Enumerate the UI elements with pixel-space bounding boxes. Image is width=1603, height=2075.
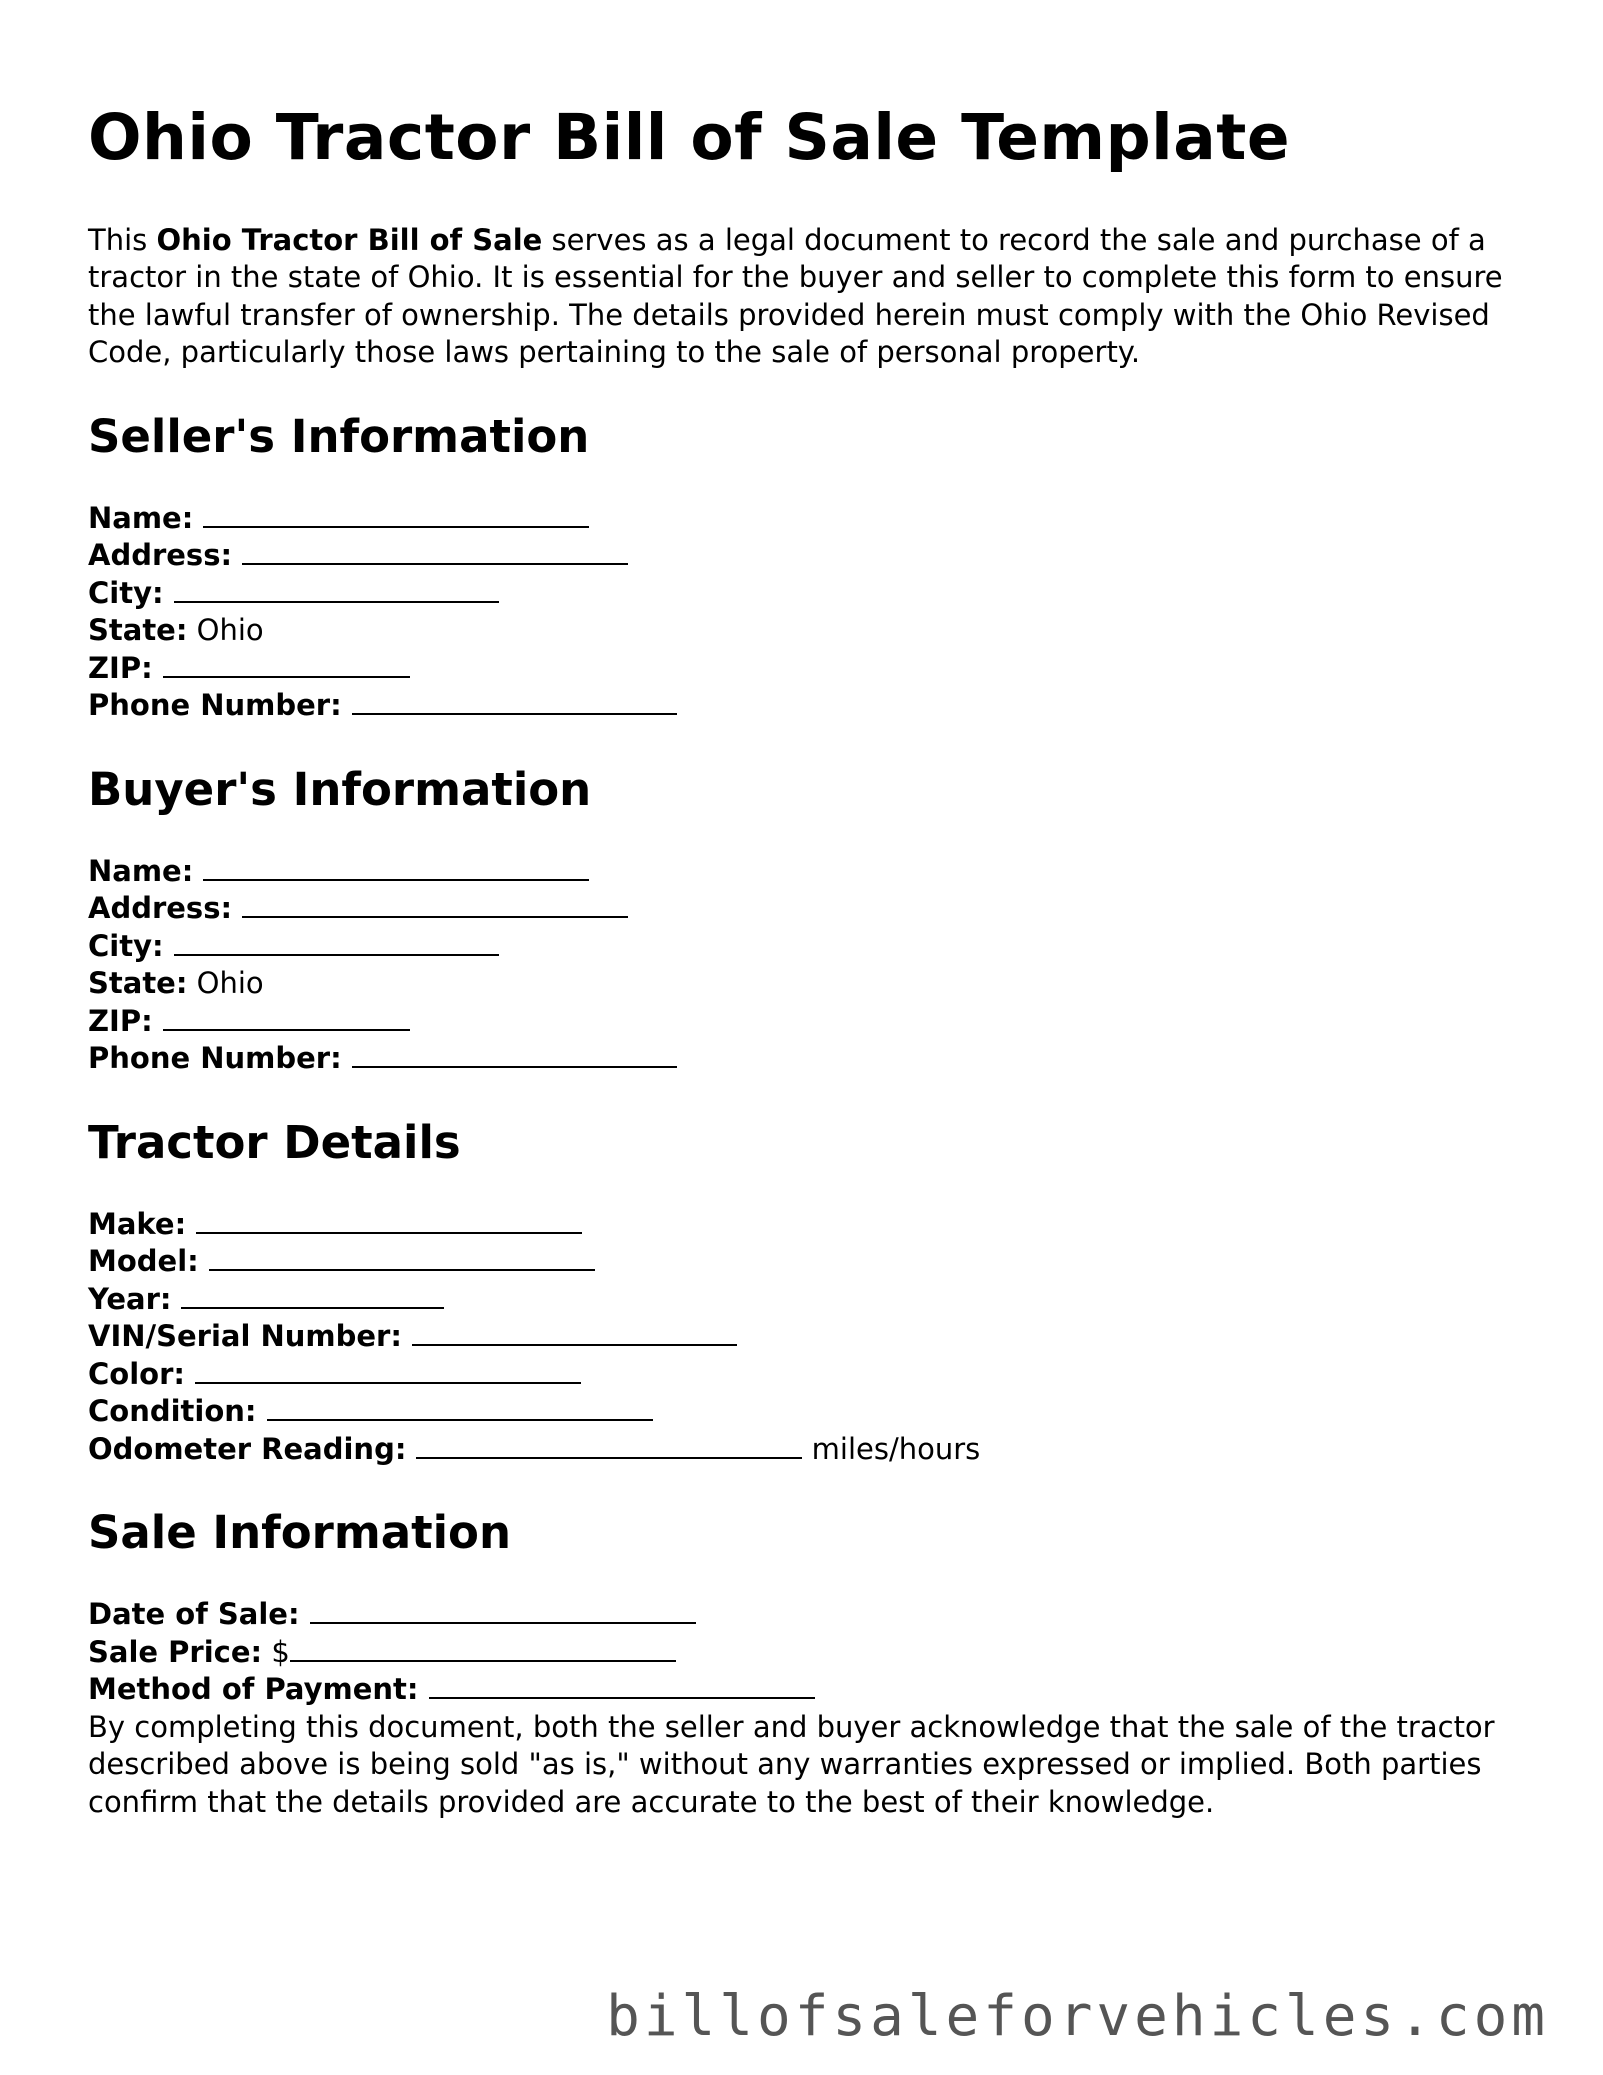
tractor-color-blank[interactable] <box>195 1356 581 1384</box>
buyer-city-label: City: <box>88 928 164 963</box>
sale-price-row <box>88 1634 1518 1672</box>
site-watermark: billofsaleforvehicles.com <box>606 1984 1549 2049</box>
buyer-zip-label: ZIP: <box>88 1003 153 1038</box>
buyer-name-label: Name: <box>88 853 194 888</box>
buyer-name-blank[interactable] <box>203 853 589 881</box>
tractor-condition-row <box>88 1393 1518 1431</box>
intro-paragraph <box>88 222 1518 372</box>
tractor-odometer-unit: miles/hours <box>811 1431 981 1466</box>
tractor-heading: Tractor Details <box>88 1115 461 1169</box>
tractor-year-row <box>88 1281 1518 1319</box>
buyer-address-row <box>88 890 1518 928</box>
intro-bold: Ohio Tractor Bill of Sale <box>156 222 543 257</box>
seller-fields <box>88 500 1518 725</box>
tractor-odometer-blank[interactable] <box>416 1431 802 1459</box>
buyer-zip-blank[interactable] <box>163 1003 410 1031</box>
buyer-heading: Buyer's Information <box>88 762 592 816</box>
sale-fields <box>88 1596 1518 1709</box>
seller-address-label: Address: <box>88 538 233 573</box>
sale-price-label: Sale Price: <box>88 1634 263 1669</box>
sale-method-blank[interactable] <box>429 1671 815 1699</box>
sale-method-label: Method of Payment: <box>88 1672 419 1707</box>
tractor-model-blank[interactable] <box>209 1243 595 1271</box>
sale-date-label: Date of Sale: <box>88 1597 300 1632</box>
buyer-address-blank[interactable] <box>242 890 628 918</box>
tractor-year-blank[interactable] <box>181 1281 444 1309</box>
intro-suffix: serves as a legal document to record the sale and purchase of a tractor in the state of Ohio. It is essential for the buyer and seller to complete this form to ensure the lawful transfer of ownership. The details provided herein must comply with the Ohio Revised Code, particularly those laws pertaining to the sale of personal property. <box>88 222 1503 370</box>
buyer-city-row <box>88 928 1518 966</box>
seller-address-row <box>88 537 1518 575</box>
buyer-phone-blank[interactable] <box>352 1040 677 1068</box>
tractor-condition-blank[interactable] <box>267 1393 653 1421</box>
sale-heading: Sale Information <box>88 1506 511 1560</box>
tractor-make-blank[interactable] <box>196 1206 582 1234</box>
seller-zip-row <box>88 650 1518 688</box>
seller-name-blank[interactable] <box>203 500 589 528</box>
seller-state-row <box>88 612 1518 650</box>
closing-paragraph: By completing this document, both the seller and buyer acknowledge that the sale of the tractor described above is being sold "as is," without any warranties expressed or implied. Both parties confirm that the details provided are accurate to the best of their knowledge. <box>88 1709 1495 1819</box>
sale-price-blank[interactable] <box>290 1634 676 1662</box>
tractor-color-row <box>88 1356 1518 1394</box>
tractor-make-label: Make: <box>88 1206 187 1241</box>
document-page <box>88 100 1518 1821</box>
tractor-model-row <box>88 1243 1518 1281</box>
seller-heading: Seller's Information <box>88 409 590 463</box>
tractor-vin-row <box>88 1318 1518 1356</box>
tractor-model-label: Model: <box>88 1244 199 1279</box>
tractor-vin-label: VIN/Serial Number: <box>88 1319 402 1354</box>
intro-prefix: This <box>88 222 157 257</box>
tractor-fields <box>88 1206 1518 1469</box>
buyer-address-label: Address: <box>88 891 233 926</box>
sale-date-row <box>88 1596 1518 1634</box>
seller-city-row <box>88 575 1518 613</box>
sale-price-currency: $ <box>271 1634 290 1669</box>
seller-address-blank[interactable] <box>242 537 628 565</box>
seller-state-label: State: <box>88 613 188 648</box>
seller-phone-row <box>88 687 1518 725</box>
seller-name-row <box>88 500 1518 538</box>
seller-zip-label: ZIP: <box>88 650 153 685</box>
seller-phone-blank[interactable] <box>352 687 677 715</box>
seller-city-label: City: <box>88 575 164 610</box>
tractor-odometer-label: Odometer Reading: <box>88 1431 407 1466</box>
buyer-state-row <box>88 965 1518 1003</box>
document-title: Ohio Tractor Bill of Sale Template <box>88 101 1291 174</box>
buyer-state-value: Ohio <box>196 966 264 1001</box>
seller-city-blank[interactable] <box>174 575 499 603</box>
buyer-city-blank[interactable] <box>174 928 499 956</box>
sale-date-blank[interactable] <box>310 1596 696 1624</box>
tractor-vin-blank[interactable] <box>412 1318 737 1346</box>
seller-zip-blank[interactable] <box>163 650 410 678</box>
sale-method-row <box>88 1671 1518 1709</box>
tractor-year-label: Year: <box>88 1281 172 1316</box>
buyer-fields <box>88 853 1518 1078</box>
seller-state-value: Ohio <box>196 613 264 648</box>
seller-name-label: Name: <box>88 500 194 535</box>
buyer-phone-label: Phone Number: <box>88 1041 342 1076</box>
buyer-state-label: State: <box>88 966 188 1001</box>
buyer-name-row <box>88 853 1518 891</box>
buyer-phone-row <box>88 1040 1518 1078</box>
tractor-odometer-row <box>88 1431 1518 1469</box>
tractor-make-row <box>88 1206 1518 1244</box>
buyer-zip-row <box>88 1003 1518 1041</box>
tractor-condition-label: Condition: <box>88 1394 257 1429</box>
seller-phone-label: Phone Number: <box>88 688 342 723</box>
tractor-color-label: Color: <box>88 1356 185 1391</box>
